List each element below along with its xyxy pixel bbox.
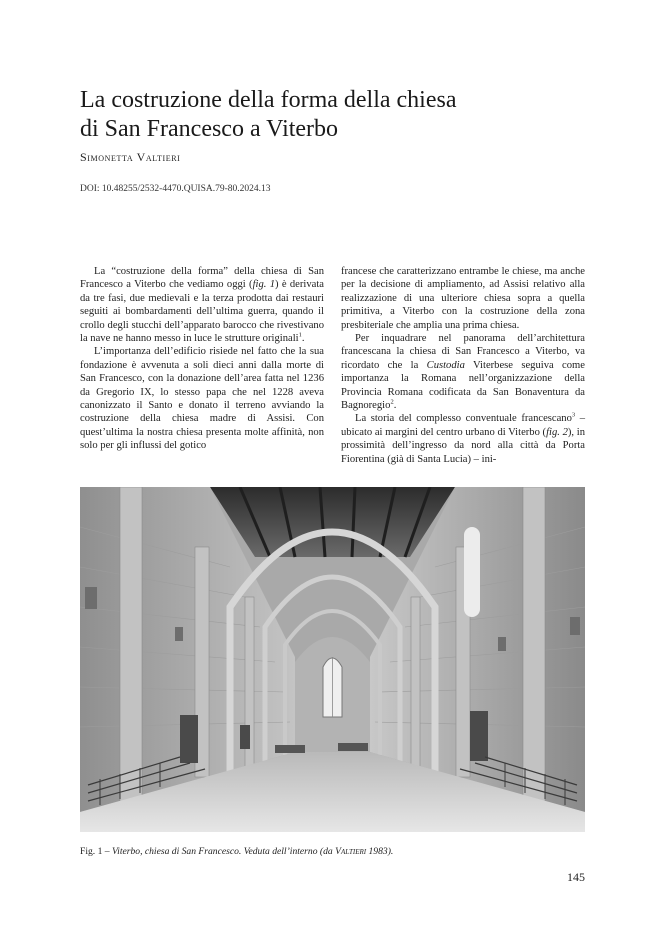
article-title (80, 86, 560, 144)
church-interior-photo (80, 487, 585, 832)
paragraph: La storia del complesso conventuale francescano$^3$ – ubicato ai margini del centro urbano di Viterbo (fig. 2), in prossimità dell’ingresso da nord alla città da Porta Fiorentina (già di Santa Lucia) – ini- (341, 411, 586, 465)
title-line-1: La costruzione della forma della chiesa (80, 87, 457, 113)
footnote-marker[interactable]: 1 (298, 331, 302, 339)
body-column-right (341, 265, 585, 466)
paragraph: francese che caratterizzano entrambe le chiese, ma anche per la decisione di ampliamento, ad Assisi relativo alla realizzazione di una ulteriore chiesa sopra a quella primitiva, a Viterbo con la costruzione della zona presbiteriale che amplia una prima chiesa. (341, 266, 585, 331)
page-number: 145 (567, 870, 585, 884)
footnote-marker[interactable]: 2 (390, 398, 394, 406)
author-name: Simonetta Valtieri (80, 150, 181, 164)
paragraph: Per inquadrare nel panorama dell’architettura francescana la chiesa di San Francesco a Viterbo, va ricordato che la Custodia Viterbese seguiva come importanza la Romana nell’organizzazione della Provincia Romana codificata da San Bonaventura da Bagnoregio$^2$. (341, 333, 585, 412)
body-column-left (80, 265, 324, 453)
figure-reference[interactable]: fig. 1 (252, 279, 276, 291)
church-interior-illustration (80, 487, 585, 832)
figure-caption: Fig. 1 – Viterbo, chiesa di San Francesco. Veduta dell’interno (da Valtieri 1983). (80, 846, 394, 857)
paragraph: L’importanza dell’edificio risiede nel fatto che la sua fondazione è avvenuta a soli dieci anni dalla morte di San Francesco, con la donazione dell’area fatta nel 1236 da Gregorio IX, lo stesso papa che nel 1228 aveva canonizzato il Santo e donato il terreno avviando la costruzione della chiesa madre di Assisi. Con quest’ultima la nostra chiesa presenta molte affinità, non solo per gli influssi del gotico (80, 346, 324, 452)
paragraph: La “costruzione della forma” della chiesa di San Francesco a Viterbo che vediamo oggi (fig. 1) è derivata da tre fasi, due medievali e la terza prodotta dai restauri seguiti ai bombardamenti dell’ultima guerra, quando il crollo degli stucchi dell’apparato barocco che rivestivano la nave ne hanno messo in luce le strutture originali$^1$. (80, 266, 324, 345)
figure-reference[interactable]: fig. 2 (546, 426, 568, 438)
doi-link[interactable]: DOI: 10.48255/2532-4470.QUISA.79-80.2024.13 (80, 184, 271, 194)
title-line-2: di San Francesco a Viterbo (80, 116, 339, 142)
footnote-marker[interactable]: 3 (571, 411, 576, 419)
